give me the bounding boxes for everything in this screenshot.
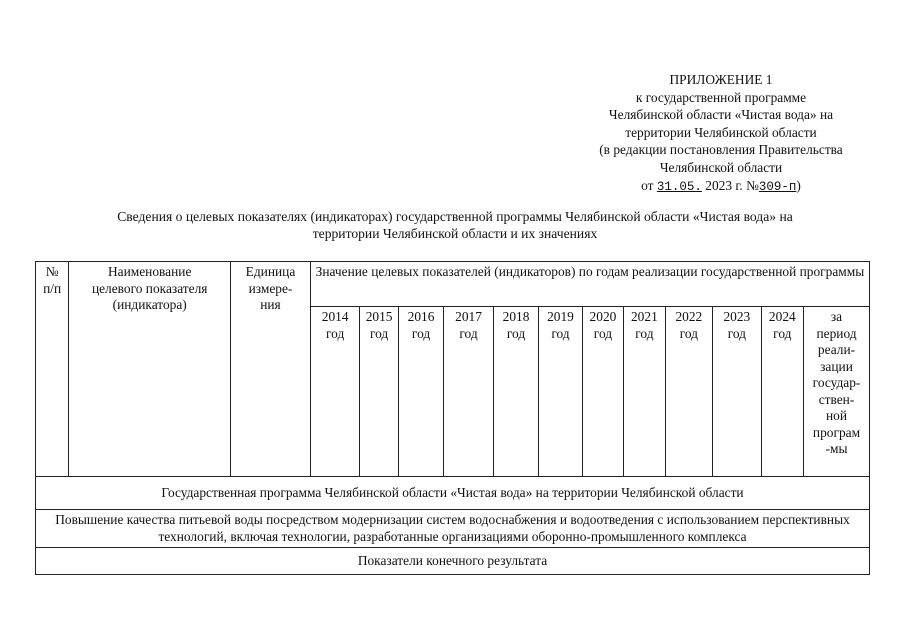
appendix-line: (в редакции постановления Правительства (599, 142, 843, 158)
appendix-header (566, 71, 876, 196)
heading-line: территории Челябинской области и их значениях (312, 226, 598, 241)
date-prefix: от (641, 177, 654, 193)
header-unit: Единица измере- ния (231, 262, 311, 477)
header-year: 2022 год (665, 307, 713, 477)
header-year: 2021 год (624, 307, 665, 477)
date-value: 31.05. (656, 179, 702, 194)
goal-row: Повышение качества питьевой воды посредством модернизации систем водоснабжения и водоотведения с использованием перспективных технологий, включая технологии, разработанные организациями оборонно-промышленного комплекса (36, 510, 870, 548)
header-year: 2020 год (582, 307, 623, 477)
document-heading (60, 208, 850, 242)
appendix-line: Челябинской области «Чистая вода» на (608, 107, 834, 123)
header-year: 2016 год (398, 307, 443, 477)
header-year: 2023 год (713, 307, 762, 477)
header-year: 2014 год (310, 307, 360, 477)
header-year: 2024 год (761, 307, 803, 477)
indicators-table (35, 261, 870, 575)
appendix-line: Челябинской области (659, 159, 783, 175)
appendix-line: территории Челябинской области (625, 124, 817, 140)
resolution-number: 309-п (758, 179, 797, 194)
header-values: Значение целевых показателей (индикаторов) по годам реализации государственной программы (310, 262, 869, 307)
heading-line: Сведения о целевых показателях (индикаторах) государственной программы Челябинской области «Чистая вода» на (117, 209, 793, 224)
header-year: 2017 год (444, 307, 494, 477)
appendix-date-line (566, 177, 876, 197)
close-paren: ) (796, 177, 801, 193)
header-period: за период реали- зации государ- ствен- ной програм -мы (804, 307, 870, 477)
program-row: Государственная программа Челябинской области «Чистая вода» на территории Челябинской области (36, 477, 870, 510)
section-row: Показатели конечного результата (36, 548, 870, 575)
header-year: 2019 год (539, 307, 582, 477)
header-indicator-name: Наименование целевого показателя (индикатора) (69, 262, 231, 477)
header-year: 2015 год (360, 307, 398, 477)
header-num: № п/п (36, 262, 69, 477)
date-year: 2023 г. № (705, 177, 759, 193)
appendix-line: к государственной программе (635, 89, 807, 105)
header-year: 2018 год (493, 307, 538, 477)
appendix-title: ПРИЛОЖЕНИЕ 1 (669, 72, 773, 87)
